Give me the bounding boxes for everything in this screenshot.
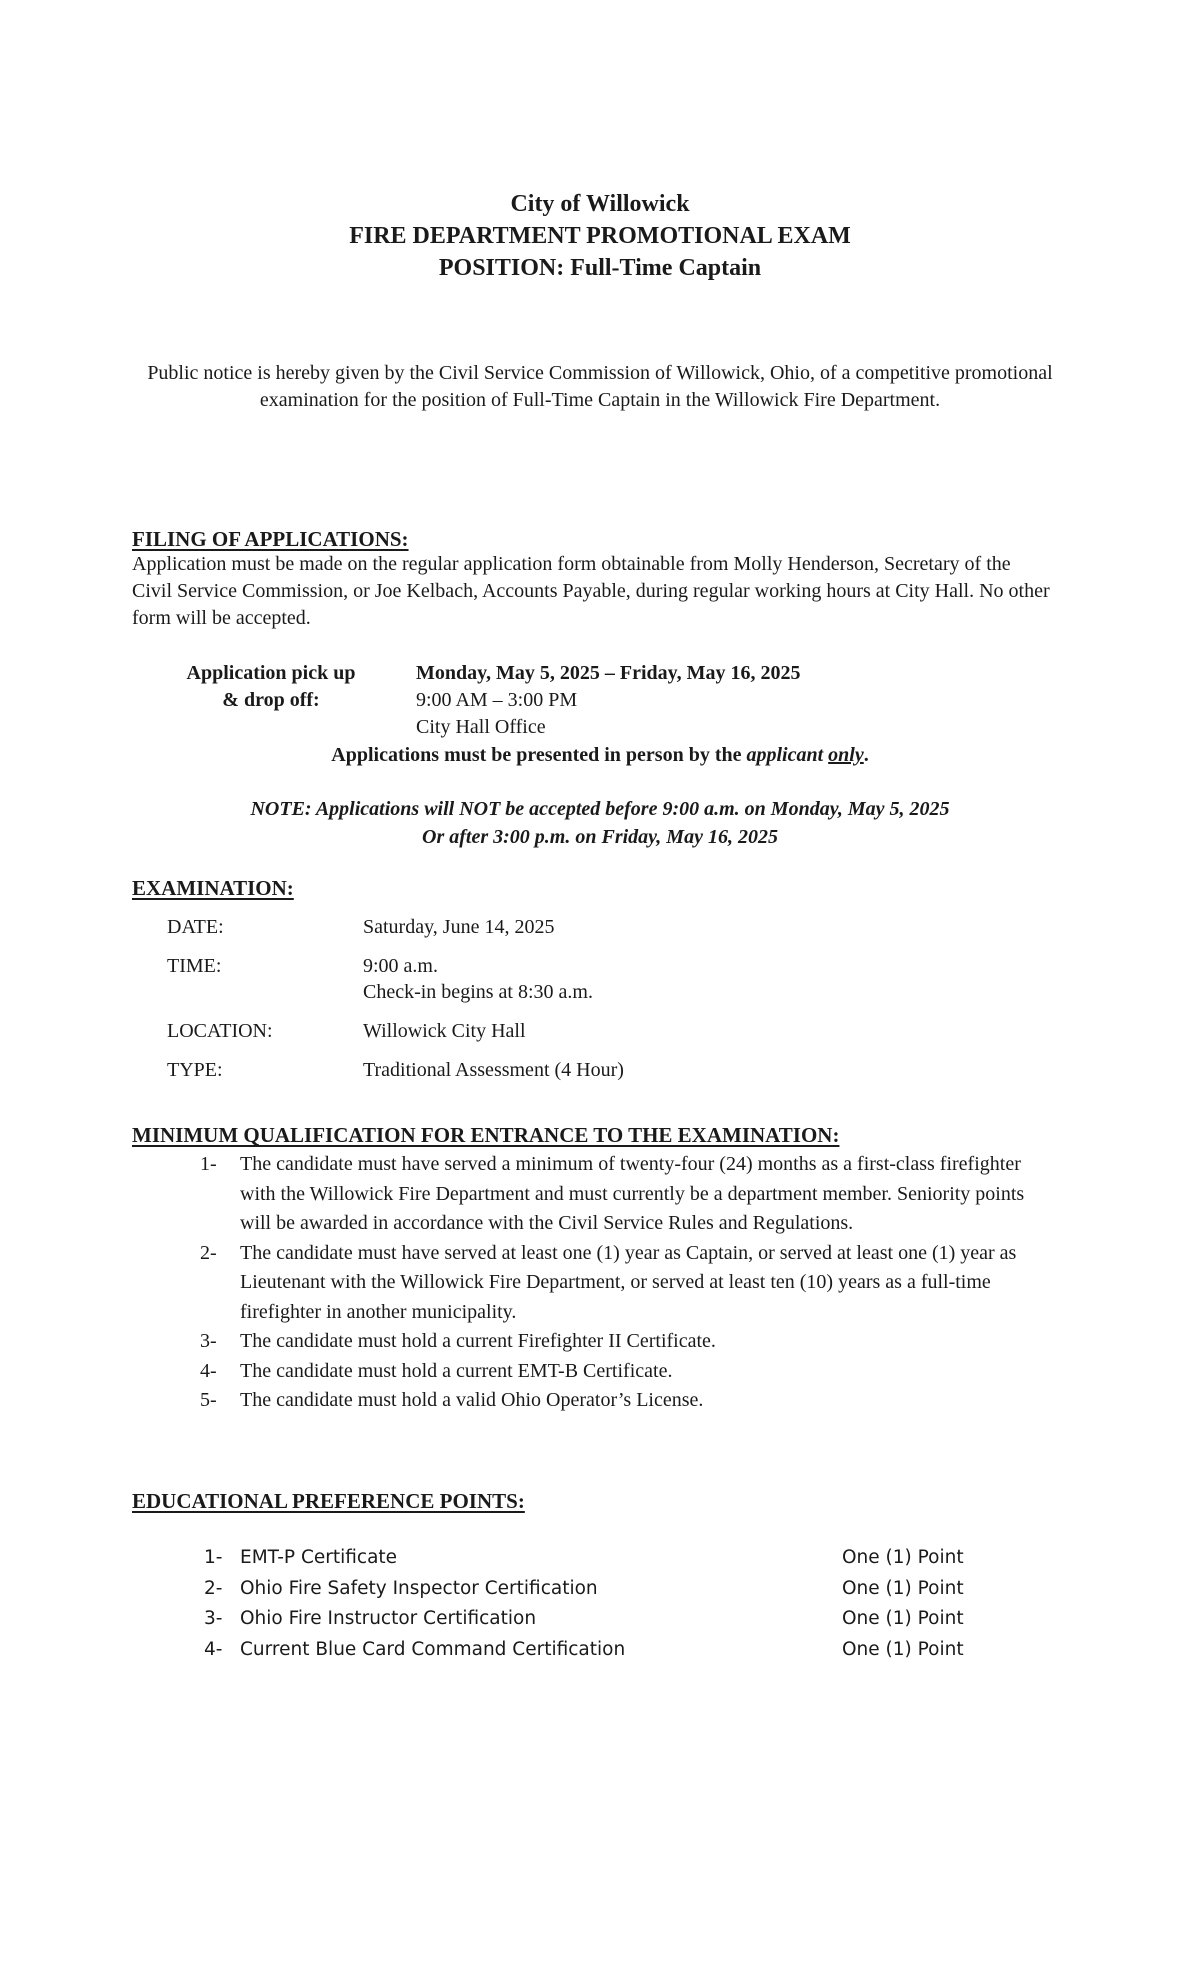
list-item-text: The candidate must hold a valid Ohio Operator’s License. (240, 1389, 704, 1411)
pickup-label (166, 660, 376, 714)
list-item (200, 1327, 1060, 1357)
exam-location-label: LOCATION: (167, 1020, 273, 1042)
list-item-text: The candidate must have served a minimum of twenty-four (24) months as a first-class firefighter with the Willowick Fire Department and must currently be a department member. Seniority points will be awarded in accordance with the Civil Service Rules and Regulations. (240, 1153, 1025, 1234)
list-item (204, 1574, 1004, 1605)
preference-points: One (1) Point (842, 1577, 964, 1599)
note-line-2: Or after 3:00 p.m. on Friday, May 16, 2025 (422, 826, 778, 848)
exam-date-value: Saturday, June 14, 2025 (363, 916, 555, 938)
city-name: City of Willowick (510, 191, 690, 217)
list-item-number: 3- (204, 1608, 223, 1629)
certification-name: Ohio Fire Instructor Certification (240, 1608, 537, 1629)
public-notice-paragraph: Public notice is hereby given by the Civil Service Commission of Willowick, Ohio, of a competitive promotional examination for the position of Full-Time Captain in the Willowick Fire Department. (147, 362, 1053, 411)
list-item-number: 1- (204, 1547, 223, 1568)
filing-heading: FILING OF APPLICATIONS: (132, 527, 409, 551)
exam-type-value: Traditional Assessment (4 Hour) (363, 1059, 624, 1081)
exam-checkin-note: Check-in begins at 8:30 a.m. (363, 981, 593, 1003)
preference-points: One (1) Point (842, 1547, 964, 1568)
examination-heading: EXAMINATION: (132, 876, 294, 900)
pickup-place: City Hall Office (416, 716, 546, 738)
list-item (204, 1543, 1004, 1574)
list-item-number: 1- (200, 1153, 217, 1175)
exam-type-row (167, 1057, 624, 1083)
minimum-qualification-list (200, 1150, 1060, 1416)
certification-name: Current Blue Card Command Certification (240, 1638, 626, 1660)
educational-preference-list (204, 1543, 1004, 1665)
preference-points: One (1) Point (842, 1638, 964, 1660)
exam-time-row (167, 953, 624, 1005)
exam-date-label: DATE: (167, 916, 224, 938)
list-item (200, 1386, 1060, 1416)
list-item-text: The candidate must have served at least one (1) year as Captain, or served at least one (1) year as Lieutenant with the Willowick Fire Department, or served at least ten (10) years as a full-time firefighter in another municipality. (240, 1241, 1017, 1323)
exam-time-label: TIME: (167, 955, 222, 977)
list-item-number: 5- (200, 1389, 217, 1411)
list-item-number: 4- (200, 1359, 217, 1382)
in-person-requirement (0, 742, 1200, 769)
exam-time-value: 9:00 a.m. (363, 955, 438, 977)
pickup-dates: Monday, May 5, 2025 – Friday, May 16, 2025 (416, 662, 801, 684)
educational-preference-heading: EDUCATIONAL PREFERENCE POINTS: (132, 1489, 525, 1513)
filing-note (0, 795, 1200, 851)
list-item-number: 2- (200, 1241, 217, 1264)
minimum-qualification-heading: MINIMUM QUALIFICATION FOR ENTRANCE TO THE EXAMINATION: (132, 1123, 840, 1147)
list-item (204, 1604, 1004, 1635)
certification-name: EMT-P Certificate (240, 1547, 398, 1568)
list-item-text: The candidate must hold a current EMT-B Certificate. (240, 1359, 673, 1382)
exam-type-label: TYPE: (167, 1059, 223, 1081)
exam-date-row (167, 914, 624, 940)
pickup-hours: 9:00 AM – 3:00 PM (416, 689, 578, 711)
in-person-prefix: Applications must be presented in person by the (331, 744, 747, 766)
pickup-values (416, 660, 800, 741)
list-item-number: 2- (204, 1577, 223, 1599)
filing-paragraph: Application must be made on the regular application form obtainable from Molly Henderson, Secretary of the Civil Service Commission, or Joe Kelbach, Accounts Payable, during regular working hours at City Hall. No other form will be accepted. (132, 553, 1050, 629)
pickup-label-line1: Application pick up (186, 662, 356, 684)
in-person-suffix: . (863, 744, 869, 766)
in-person-applicant: applicant (746, 744, 824, 766)
list-item-number: 4- (204, 1638, 223, 1660)
list-item-number: 3- (200, 1330, 217, 1352)
in-person-only: only (828, 744, 864, 766)
exam-title: FIRE DEPARTMENT PROMOTIONAL EXAM (349, 223, 851, 249)
exam-location-value: Willowick City Hall (363, 1020, 526, 1042)
certification-name: Ohio Fire Safety Inspector Certification (240, 1577, 598, 1599)
note-line-1: NOTE: Applications will NOT be accepted before 9:00 a.m. on Monday, May 5, 2025 (250, 798, 950, 820)
document-header (0, 188, 1200, 284)
list-item (200, 1150, 1060, 1239)
list-item (204, 1635, 1004, 1666)
position-title: POSITION: Full-Time Captain (438, 255, 762, 281)
list-item (200, 1357, 1060, 1387)
exam-location-row (167, 1018, 624, 1044)
list-item (200, 1239, 1060, 1328)
examination-details (167, 914, 624, 1096)
list-item-text: The candidate must hold a current Firefighter II Certificate. (240, 1330, 716, 1352)
pickup-label-line2: & drop off: (222, 689, 320, 711)
preference-points: One (1) Point (842, 1608, 964, 1629)
